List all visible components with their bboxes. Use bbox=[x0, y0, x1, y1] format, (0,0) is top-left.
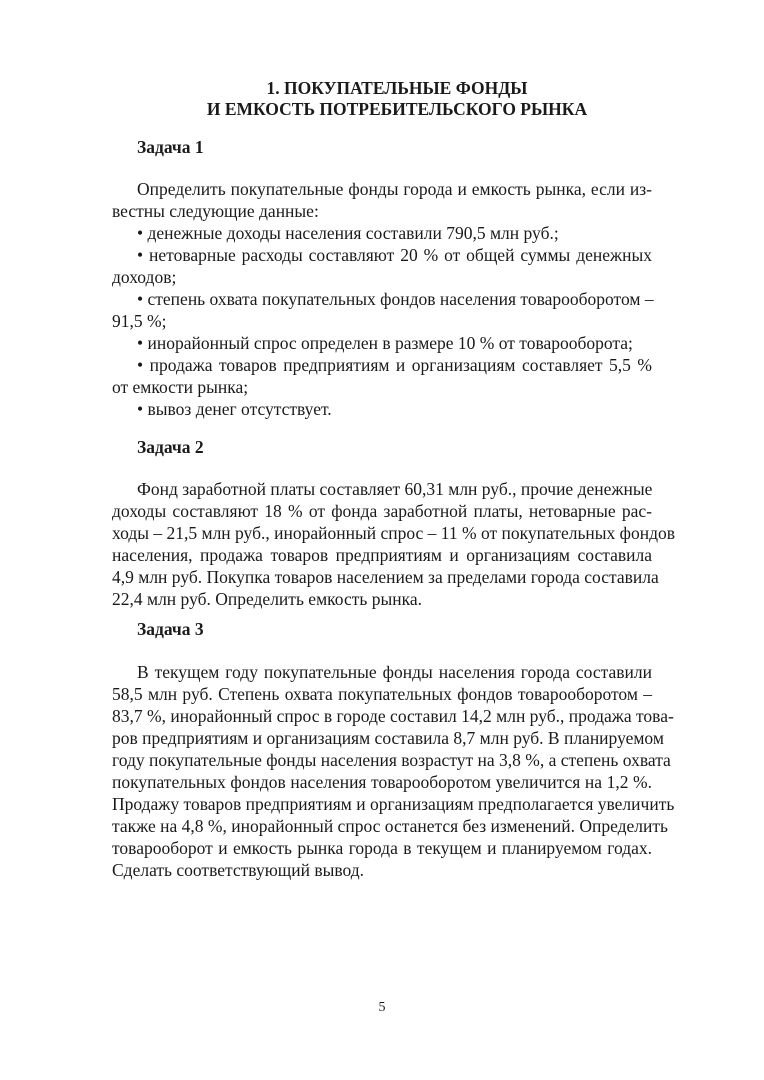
text-line: Определить покупательные фонды города и емкость рынка, если из- bbox=[137, 179, 652, 199]
text-line: покупательных фондов населения товарооборотом увеличится на 1,2 %. bbox=[112, 772, 652, 792]
task-1-heading: Задача 1 bbox=[137, 137, 204, 157]
text-line: 91,5 %; bbox=[112, 311, 167, 331]
text-line: году покупательные фонды населения возрастут на 3,8 %, а степень охвата bbox=[112, 750, 671, 770]
text-line: 4,9 млн руб. Покупка товаров населением за пределами города составила bbox=[112, 567, 659, 587]
task-2-text bbox=[112, 478, 676, 610]
text-line: 22,4 млн руб. Определить емкость рынка. bbox=[112, 589, 422, 609]
text-line: Сделать соответствующий вывод. bbox=[112, 860, 365, 880]
section-title bbox=[0, 78, 764, 120]
section-title-line: 1. ПОКУПАТЕЛЬНЫЕ ФОНДЫ bbox=[266, 78, 528, 98]
bullet-item: • денежные доходы населения составили 790,5 млн руб.; bbox=[137, 223, 559, 243]
task-3-heading: Задача 3 bbox=[137, 619, 204, 639]
text-line: вестны следующие данные: bbox=[112, 201, 319, 221]
task-2-heading: Задача 2 bbox=[137, 437, 204, 457]
text-line: доходы составляют 18 % от фонда заработной платы, нетоварные рас- bbox=[112, 501, 652, 521]
bullet-item: • степень охвата покупательных фондов населения товарооборотом – bbox=[137, 289, 654, 309]
section-title-line: И ЕМКОСТЬ ПОТРЕБИТЕЛЬСКОГО РЫНКА bbox=[206, 99, 588, 119]
text-line: товарооборот и емкость рынка города в текущем и планируемом годах. bbox=[112, 838, 652, 858]
text-line: 83,7 %, инорайонный спрос в городе составил 14,2 млн руб., продажа това- bbox=[112, 706, 674, 726]
text-line: ходы – 21,5 млн руб., инорайонный спрос – 11 % от покупательных фондов bbox=[112, 523, 676, 543]
text-line: Фонд заработной платы составляет 60,31 млн руб., прочие денежные bbox=[137, 479, 653, 499]
bullet-item: • продажа товаров предприятиям и организациям составляет 5,5 % bbox=[137, 355, 652, 375]
bullet-item: • вывоз денег отсутствует. bbox=[137, 399, 332, 419]
text-line: 58,5 млн руб. Степень охвата покупательных фондов товарооборотом – bbox=[112, 684, 652, 704]
text-line: населения, продажа товаров предприятиям и организациям составила bbox=[112, 545, 652, 565]
text-line: доходов; bbox=[112, 267, 177, 287]
task-3-text bbox=[112, 661, 675, 881]
text-line: В текущем году покупательные фонды населения города составили bbox=[137, 662, 652, 682]
bullet-item: • инорайонный спрос определен в размере 10 % от товарооборота; bbox=[137, 333, 633, 353]
text-line: Продажу товаров предприятиям и организациям предполагается увеличить bbox=[112, 794, 675, 814]
text-line: от емкости рынка; bbox=[112, 377, 249, 397]
bullet-item: • нетоварные расходы составляют 20 % от общей суммы денежных bbox=[137, 245, 652, 265]
task-1-text bbox=[112, 178, 652, 420]
text-line: ров предприятиям и организациям составила 8,7 млн руб. В планируемом bbox=[112, 728, 664, 748]
text-line: также на 4,8 %, инорайонный спрос останется без изменений. Определить bbox=[112, 816, 669, 836]
page-number: 5 bbox=[378, 1000, 386, 1015]
